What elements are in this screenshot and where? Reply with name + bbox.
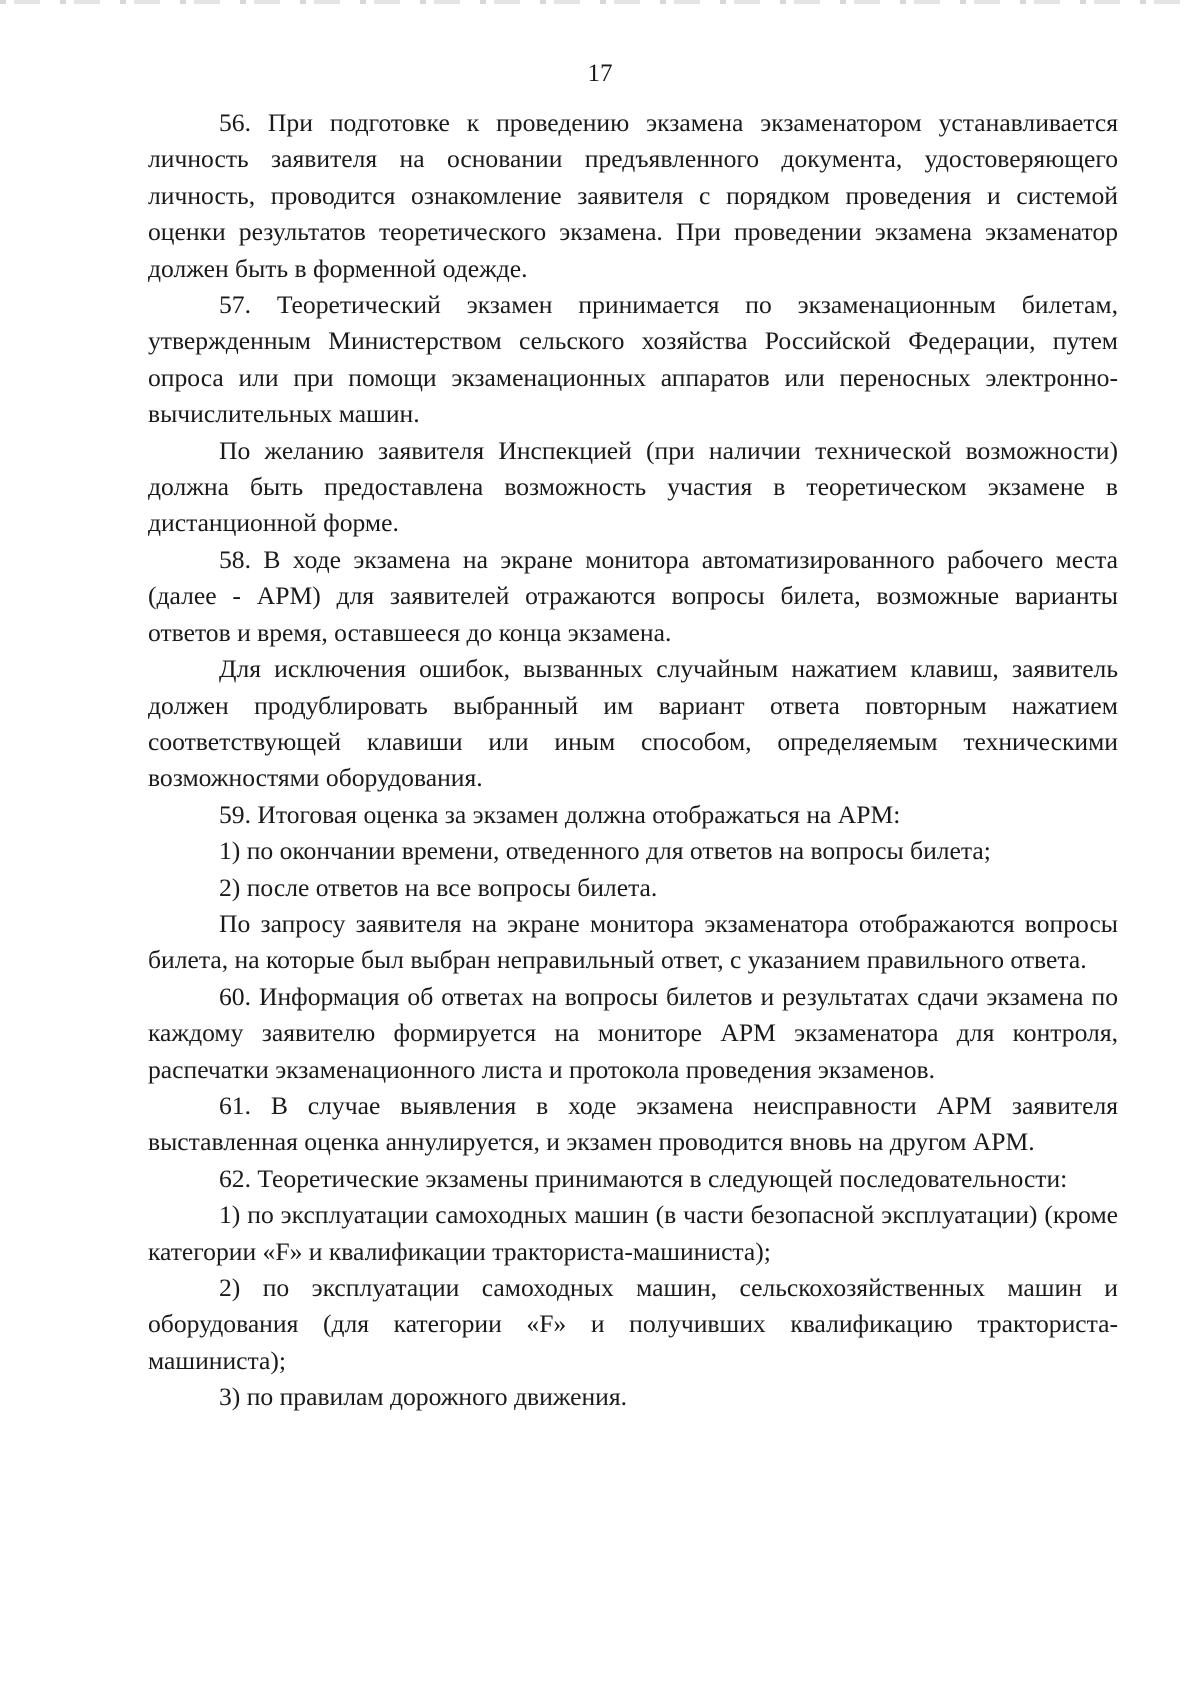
paragraph-57: 57. Теоретический экзамен принимается по экзаменационным билетам, утвержденным Министерством сельского хозяйства Российской Федерации, путем опроса или при помощи экзаменационных аппаратов или переносных электронно-вычислительных машин. (148, 290, 1118, 429)
paragraph-57-remote-exam: По желанию заявителя Инспекцией (при наличии технической возможности) должна быть предоставлена возможность участия в теоретическом экзамене в дистанционной форме. (148, 435, 1118, 538)
paragraph-59-item-1: 1) по окончании времени, отведенного для ответов на вопросы билета; (219, 836, 991, 866)
paragraph-62-item-1: 1) по эксплуатации самоходных машин (в части безопасной эксплуатации) (кроме категории «F» и квалификации тракториста-машиниста); (148, 1200, 1118, 1266)
scan-edge-artifact (0, 0, 1200, 4)
page-number: 17 (587, 60, 613, 87)
paragraph-62-item-3: 3) по правилам дорожного движения. (219, 1382, 628, 1412)
paragraph-58-key-confirmation: Для исключения ошибок, вызванных случайным нажатием клавиш, заявитель должен продублировать выбранный им вариант ответа повторным нажатием соответствующей клавиши или иным способом, определяемым техническими возможностями оборудования. (148, 654, 1118, 793)
document-body (148, 105, 1118, 1416)
paragraph-59-item-2: 2) после ответов на все вопросы билета. (219, 872, 658, 902)
paragraph-62: 62. Теоретические экзамены принимаются в следующей последовательности: (219, 1163, 1068, 1193)
paragraph-62-item-2: 2) по эксплуатации самоходных машин, сельскохозяйственных машин и оборудования (для категории «F» и получивших квалификацию тракториста-машиниста); (148, 1273, 1118, 1375)
paragraph-59-request: По запросу заявителя на экране монитора экзаменатора отображаются вопросы билета, на которые был выбран неправильный ответ, с указанием правильного ответа. (148, 908, 1118, 975)
paragraph-58: 58. В ходе экзамена на экране монитора автоматизированного рабочего места (далее - АРМ) для заявителей отражаются вопросы билета, возможные варианты ответов и время, оставшееся до конца экзамена. (148, 544, 1118, 647)
paragraph-60: 60. Информация об ответах на вопросы билетов и результатах сдачи экзамена по каждому заявителю формируется на мониторе АРМ экзаменатора для контроля, распечатки экзаменационного листа и протокола проведения экзаменов. (148, 981, 1118, 1084)
paragraph-59: 59. Итоговая оценка за экзамен должна отображаться на АРМ: (219, 799, 901, 829)
paragraph-61: 61. В случае выявления в ходе экзамена неисправности АРМ заявителя выставленная оценка аннулируется, и экзамен проводится вновь на другом АРМ. (148, 1090, 1118, 1157)
paragraph-56: 56. При подготовке к проведению экзамена экзаменатором устанавливается личность заявителя на основании предъявленного документа, удостоверяющего личность, проводится ознакомление заявителя с порядком проведения и системой оценки результатов теоретического экзамена. При проведении экзамена экзаменатор должен быть в форменной одежде. (148, 108, 1118, 283)
